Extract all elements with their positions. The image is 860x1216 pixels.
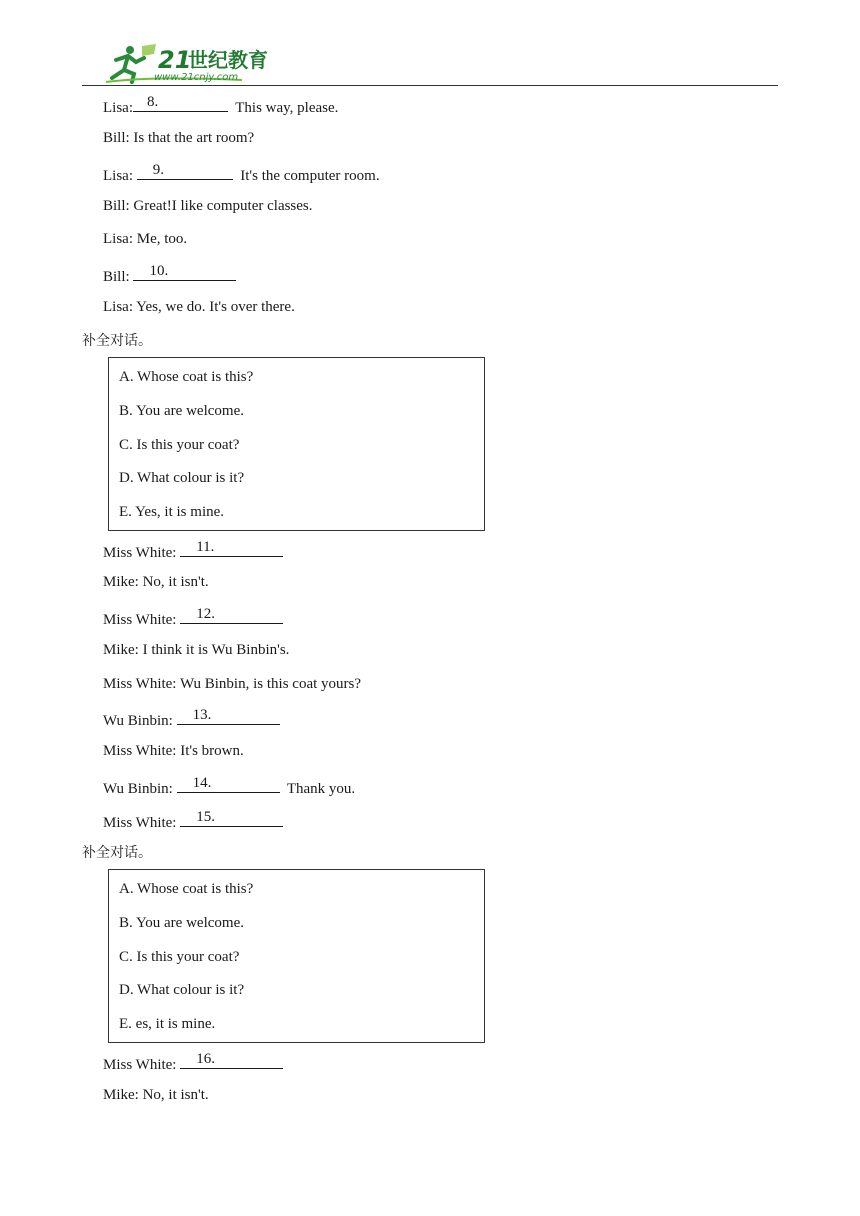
options-box: [108, 357, 485, 531]
dialogue-line: Mike: No, it isn't.: [103, 1087, 209, 1103]
speaker: Miss White:: [103, 612, 181, 628]
logo: [102, 42, 292, 84]
option-a: A. Whose coat is this?: [119, 881, 254, 897]
dialogue-line: [103, 775, 355, 799]
blank-number: 9.: [152, 162, 164, 178]
dialogue-line: [103, 606, 283, 630]
option-d: D. What colour is it?: [119, 982, 245, 998]
page-header: [82, 40, 778, 86]
line-text: It's the computer room.: [240, 168, 380, 184]
options-box: [108, 869, 485, 1043]
svg-text:www.21cnjy.com: www.21cnjy.com: [154, 72, 239, 83]
answer-blank[interactable]: [137, 162, 233, 180]
instruction: 补全对话。: [82, 333, 152, 349]
dialogue-line: Lisa: Yes, we do. It's over there.: [103, 299, 295, 315]
dialogue-line: [103, 94, 338, 118]
option-e: E. es, it is mine.: [119, 1016, 216, 1032]
dialogue-line: Miss White: It's brown.: [103, 743, 244, 759]
option-b: B. You are welcome.: [119, 915, 244, 931]
dialogue-line: [103, 263, 236, 287]
answer-blank[interactable]: [180, 809, 283, 827]
answer-blank[interactable]: [133, 94, 228, 112]
option-b: B. You are welcome.: [119, 403, 244, 419]
svg-text:21: 21: [158, 46, 192, 74]
line-text: Thank you.: [286, 781, 356, 797]
option-c: C. Is this your coat?: [119, 949, 240, 965]
instruction: 补全对话。: [82, 845, 152, 861]
blank-number: 13.: [192, 707, 212, 723]
answer-blank[interactable]: [180, 1051, 283, 1069]
answer-blank[interactable]: [177, 707, 280, 725]
dialogue-line: [103, 707, 280, 731]
answer-blank[interactable]: [177, 775, 280, 793]
speaker: Lisa:: [103, 168, 137, 184]
option-e: E. Yes, it is mine.: [119, 504, 225, 520]
blank-number: 8.: [147, 94, 159, 110]
speaker: Wu Binbin:: [103, 781, 177, 797]
blank-number: 10.: [149, 263, 169, 279]
blank-number: 15.: [196, 809, 215, 825]
dialogue-line: Lisa: Me, too.: [103, 231, 188, 247]
svg-text:世纪教育: 世纪教育: [188, 48, 268, 72]
answer-blank[interactable]: [180, 606, 283, 624]
answer-blank[interactable]: [133, 263, 236, 281]
option-d: D. What colour is it?: [119, 470, 245, 486]
option-a: A. Whose coat is this?: [119, 369, 254, 385]
speaker: Miss White:: [103, 545, 181, 561]
speaker: Lisa:: [103, 100, 133, 116]
speaker: Miss White:: [103, 1057, 181, 1073]
speaker: Miss White:: [103, 815, 181, 831]
speaker: Wu Binbin:: [103, 713, 177, 729]
answer-blank[interactable]: [180, 539, 283, 557]
logo-graphic: [102, 42, 292, 84]
header-divider: [82, 85, 778, 86]
blank-number: 12.: [196, 606, 215, 622]
option-c: C. Is this your coat?: [119, 437, 240, 453]
dialogue-line: [103, 1051, 283, 1075]
dialogue-line: Miss White: Wu Binbin, is this coat yours?: [103, 676, 362, 692]
dialogue-line: Mike: No, it isn't.: [103, 574, 209, 590]
dialogue-line: Bill: Is that the art room?: [103, 130, 255, 146]
dialogue-line: Bill: Great!I like computer classes.: [103, 198, 313, 214]
dialogue-line: [103, 809, 283, 833]
blank-number: 14.: [192, 775, 212, 791]
blank-number: 16.: [196, 1051, 215, 1067]
blank-number: 11.: [196, 539, 215, 555]
speaker: Bill:: [103, 269, 134, 285]
line-text: This way, please.: [235, 100, 339, 116]
dialogue-line: Mike: I think it is Wu Binbin's.: [103, 642, 290, 658]
dialogue-line: [103, 162, 380, 186]
dialogue-line: [103, 539, 283, 563]
